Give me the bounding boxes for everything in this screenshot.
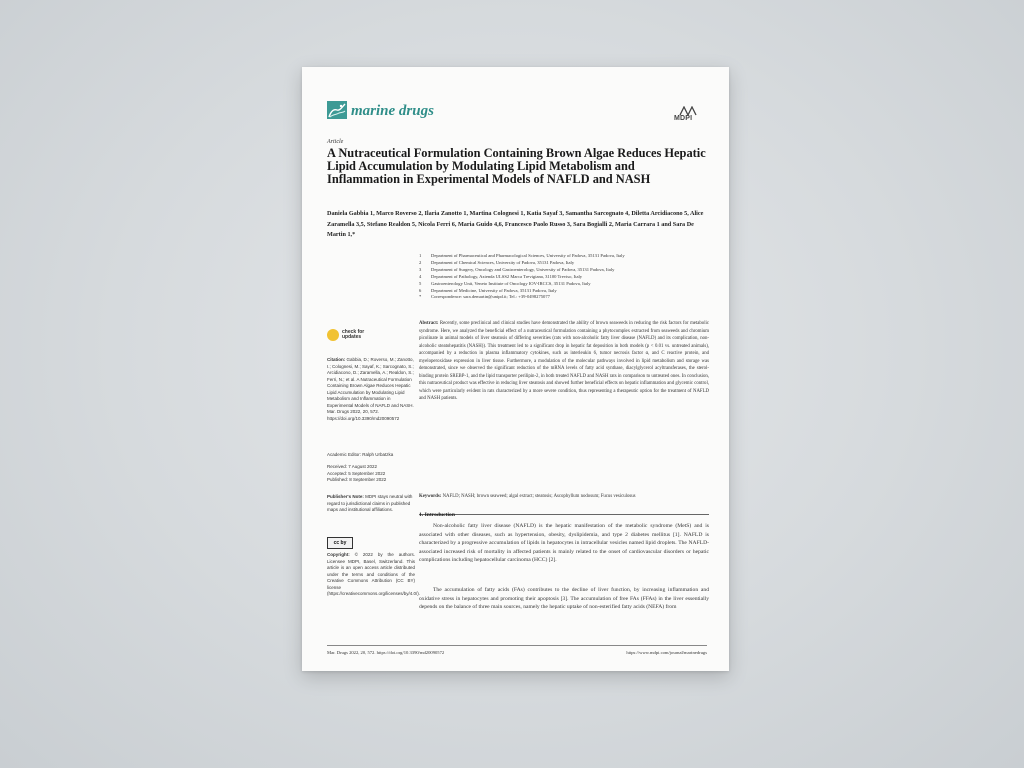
paper-page: [302, 67, 729, 671]
body-paragraph: The accumulation of fatty acids (FAs) contributes to the decline of liver function, by increasing inflammation and oxidative stress in hepatocytes and promoting their apoptosis [3]. The accumulation of free FAs (FFAs) in the liver essentially depends on the balance of three main sources, namely the hepatic uptake of non-esterified fatty acids (NEFA) from: [419, 587, 709, 611]
keywords: Keywords: NAFLD; NASH; brown seaweed; algal extract; steatosis; Ascophyllum nodosum; Fucus vesiculosus: [419, 494, 636, 499]
affiliation-item: 4 Department of Pathology, Azienda ULSS2 Marca Trevigiana, 31100 Treviso, Italy: [419, 273, 583, 279]
publisher-note: Publisher's Note: MDPI stays neutral with regard to jurisdictional claims in published maps and institutional affiliations.: [327, 494, 413, 512]
affiliation-item: 5 Gastroenterology Unit, Veneto Institute of Oncology IOV-IRCCS, 35131 Padova, Italy: [419, 280, 591, 286]
affiliation-list: [419, 253, 709, 301]
abstract: Abstract: Recently, some preclinical and clinical studies have demonstrated the ability of brown seaweeds in reducing the risk factors for metabolic syndrome. Here, we analyzed the beneficial effect of a nutraceutical formulation containing a phytocomplex extracted from seaweeds and chromium picolinate in animal models of liver steatosis of differing severities (rats with non-alcoholic fatty liver disease (NAFLD) and its complication, non-alcoholic steatohepatitis (NASH)). This treatment led to a significant drop in hepatic fat deposition in both models (p < 0.01 vs. untreated animals), accompanied by a reduction in plasma inflammatory cytokines, such as interleukin 6, tumor necrosis factor α, and C reactive protein, and myeloperoxidase expression in liver tissue. Furthermore, a modulation of the molecular pathways involved in lipid metabolism and storage was demonstrated, since we observed the significant reduction of the mRNA levels of fatty acid synthase, diacylglycerol acyltransferases, the sterol-binding protein SREBP-1, and the lipid transporter perilipin-2, in both treated NAFLD and NASH rats in comparison to untreated ones. In conclusion, this nutraceutical product was effective in reducing liver steatosis and showed further beneficial effects on hepatic inflammation and glycemic control, which were particularly evident in rats characterized by a more severe condition, thus representing a therapeutic option for the treatment of NAFLD and NASH patients.: [419, 321, 709, 401]
affiliation-item: 2 Department of Chemical Sciences, University of Padova, 35131 Padova, Italy: [419, 259, 575, 265]
check-updates-icon: [327, 329, 339, 341]
journal-logo-icon: [327, 101, 347, 119]
cc-license-icon[interactable]: cc by: [327, 537, 353, 549]
affiliation-item: 6 Department of Medicine, University of Padova, 35131 Padova, Italy: [419, 287, 557, 293]
mdpi-logo-icon: [674, 106, 704, 124]
publisher-name: MDPI: [674, 115, 693, 122]
affiliation-item: 3 Department of Surgery, Oncology and Gastroenterology, University of Padova, 35131 Padova, Italy: [419, 266, 615, 272]
footer-citation: Mar. Drugs 2022, 20, 572. https://doi.org/10.3390/md20090572: [327, 650, 445, 655]
footer-url[interactable]: https://www.mdpi.com/journal/marinedrugs: [626, 650, 707, 655]
body-paragraph: Non-alcoholic fatty liver disease (NAFLD) is the hepatic manifestation of the metabolic syndrome (MetS) and is associated with other diseases, such as hypertension, obesity, dyslipidemia, and type 2 diabetes mellitus [1]. NAFLD is characterized by a progressive accumulation of lipids in hepatocytes in intracellular vesicles named lipid droplets. The NAFLD-associated increased risk of mortality in affected patients is mainly related to the onset of cardiovascular disorders or hepatic complications including hepatocellular carcinoma (HCC) [2].: [419, 523, 709, 564]
author-list: Daniela Gabbia 1, Marco Roverso 2, Ilaria Zanotto 1, Martina Colognesi 1, Katia Sayaf 3, Samantha Sarcognato 4, Diletta Arcidiacono 5, Alice Zaramella 3,5, Stefano Realdon 5, Nicola Ferri 6, Maria Guido 4,6, Francesco Paolo Russo 3, Sara Bogialli 2, Maria Carrara 1 and Sara De Martin 1,*: [327, 210, 704, 238]
section-divider: [419, 514, 709, 515]
section-title: 1. Introduction: [419, 512, 455, 518]
article-title: A Nutraceutical Formulation Containing Brown Algae Reduces Hepatic Lipid Accumulation by Modulating Lipid Metabolism and Inflammation in Experimental Models of NAFLD and NASH: [327, 146, 706, 186]
correspondence-item: * Correspondence: sara.demartin@unipd.it; Tel.: +39-0498275077: [419, 294, 550, 300]
copyright-block: Copyright: © 2022 by the authors. Licensee MDPI, Basel, Switzerland. This article is an open access article distributed under the terms and conditions of the Creative Commons Attribution (CC BY) license (https://creativecommons.org/licenses/by/4.0/).: [327, 552, 421, 596]
article-type: Article: [327, 139, 344, 145]
publication-dates: Received: 7 August 2022 Accepted: 5 September 2022 Published: 8 September 2022: [327, 464, 387, 482]
journal-name: marine drugs: [351, 103, 434, 119]
academic-editor: Academic Editor: Ralph Urbatzka: [327, 452, 394, 457]
affiliation-item: 1 Department of Pharmaceutical and Pharmacological Sciences, University of Padova, 35131 Padova, Italy: [419, 253, 625, 258]
check-for-updates-badge[interactable]: check for updates: [327, 329, 387, 343]
footer-divider: [327, 645, 707, 646]
citation-block: Citation: Gabbia, D.; Roverso, M.; Zanotto, I.; Colognesi, M.; Sayaf, K.; Sarcognato, S.; Arcidiacono, D.; Zaramella, A.; Realdon, S.; Ferri, N.; et al. A Nutraceutical Formulation Containing Brown Algae Reduces Hepatic Lipid Accumulation by Modulating Lipid Metabolism and Inflammation in Experimental Models of NAFLD and NASH. Mar. Drugs 2022, 20, 572. https://doi.org/10.3390/md20090572: [327, 357, 414, 421]
